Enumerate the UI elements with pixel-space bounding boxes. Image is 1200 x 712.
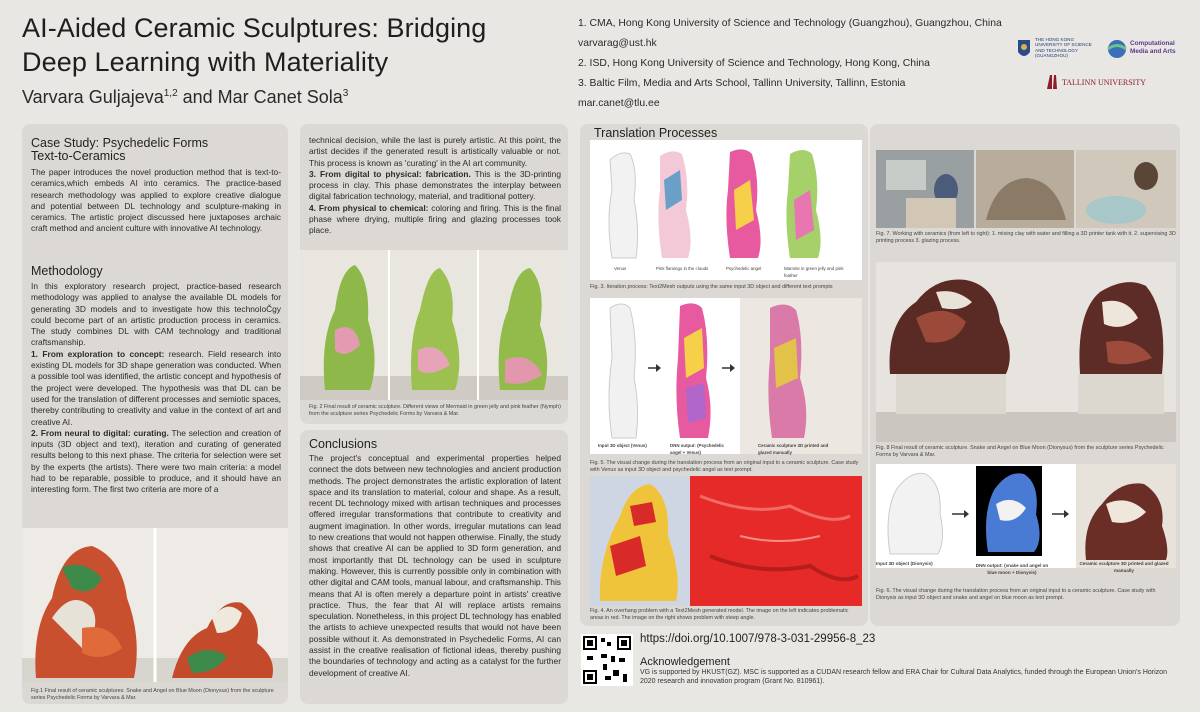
qr-code[interactable] — [581, 634, 633, 686]
translation-title: Translation Processes — [594, 126, 718, 140]
author-1-affil: 1,2 — [163, 88, 178, 99]
doi-link[interactable]: https://doi.org/10.1007/978-3-031-29956-8_23 — [640, 633, 876, 645]
fig6-label-dnn: DNN output: (snake and angel on blue moon + Dionysis) — [975, 563, 1049, 575]
affiliation-1: 1. CMA, Hong Kong University of Science and Technology (Guangzhou), Guangzhou, China — [578, 18, 1002, 29]
fig3-label-angel: Psychedelic angel — [726, 266, 762, 271]
case-study-text: The paper introduces the novel production method that is text-to-ceramics,which embeds AI into ceramics. The practice-based research methodology was applied to explore creative dialogue and potential between DL technology and sculpture-making in ceramics. The artistic project discussed here juxtaposes archaic craft method and ancient culture with innovative AI technology. — [31, 167, 281, 234]
fig6-label-ceramic: Ceramic sculpture 3D printed and glazed manually — [1079, 561, 1169, 573]
fig5-label-input: Input 3D object (Venus) — [598, 443, 647, 448]
affiliation-email-3: mar.canet@tlu.ee — [578, 98, 660, 109]
fig8-dionysus-image — [876, 262, 1176, 442]
affiliation-email-1: varvarag@ust.hk — [578, 38, 657, 49]
fig1-photo — [22, 528, 288, 682]
fig3-label-marmite: Marmite in green jelly and pink feather — [784, 266, 844, 278]
fig8-photo — [876, 262, 1176, 442]
methodology-cont-text: technical decision, while the last is purely artistic. At this point, the artist decides if the generated result is artistically valuable or not. This process is known as 'curating' in the AI art community. 3. From digital to physical: fabrication. This is the 3D-printing process in clay. This phase demonstrates the interplay between digital fabrication technology, material, and traditional pottery. 4. From physical to chemical: coloring and firing. This is the final phase where drying, multiple firing and glazing processes took place. — [309, 135, 561, 236]
fig7-photos — [876, 150, 1176, 228]
qr-code-icon — [581, 634, 633, 686]
fig3-label-venus: Venus — [614, 266, 627, 271]
fig6-label-row — [876, 560, 1176, 584]
fig6-label-input: Input 3D object (Dionysis) — [876, 561, 933, 566]
conclusions-title: Conclusions — [309, 437, 378, 451]
affiliations — [578, 14, 1002, 114]
fig6-translation — [876, 464, 1176, 568]
case-study-title: Case Study: Psychedelic Forms Text-to-Ceramics — [31, 136, 209, 163]
hkust-crest-icon — [1016, 38, 1032, 62]
fig1-sculptures-image — [22, 528, 288, 682]
fig2-mermaid-image — [300, 250, 568, 400]
fig4-overhang-image — [590, 476, 862, 606]
authors — [22, 87, 348, 108]
fig5-label-dnn: DNN output: (Psychedelic angel + Venus) — [670, 443, 724, 455]
fig3-label-row — [590, 265, 862, 278]
methodology-title: Methodology — [31, 264, 103, 278]
acknowledgement-text: VG is supported by HKUST(GZ). MSC is supported as a CUDAN research fellow and ERA Chair for Cultural Data Analytics, funded through the European Union's Horizon 2020 research and innovation program (Grant No. 810961). — [640, 669, 1167, 685]
author-2: and Mar Canet Sola — [177, 87, 343, 107]
author-1: Varvara Guljajeva — [22, 87, 164, 107]
poster-title-line1: AI-Aided Ceramic Sculptures: Bridging — [22, 13, 487, 43]
fig5-caption: Fig. 5. The visual change during the translation process from an original input to a ceramic sculpture. Case study with Venus as input 3D object and psychedelic angel as text prompt. — [590, 460, 859, 473]
tlu-logo: TALLINN UNIVERSITY — [1046, 74, 1156, 92]
poster-title-line2: Deep Learning with Materiality — [22, 47, 389, 77]
fig6-dionysis-translation-image — [876, 464, 1176, 568]
fig2-photo — [300, 250, 568, 400]
fig6-caption: Fig. 6. The visual change during the translation process from an original input to a ceramic sculpture. Case study with Dionysis as input 3D object and snake and angel on blue moon as text prompt. — [876, 588, 1156, 601]
fig5-translation — [590, 298, 862, 454]
fig3-iterations — [590, 140, 862, 280]
fig7-workshop-image — [876, 150, 1176, 228]
fig2-caption: Fig. 2 Final result of ceramic sculpture. Different views of Mermaid in green jelly and pink feather (Nymph) from the sculpture series Psychedelic Forms by Varvara & Mar. — [309, 404, 561, 417]
fig5-venus-translation-image — [590, 298, 862, 454]
methodology-text: In this exploratory research project, practice-based research methodology was applied to analyse the available DL models for generating 3D models and to investigate how this technoloČgy could become part of an artistic production process in ceramics. The study combines DL with CAM technology and traditional craftsmanship. 1. From exploration to concept: research. Field research into existing DL models for 3D shape generation was conducted. When a possible tool was identified, the artistic concept and hypothesis of the project were developed. The hypothesis was that DL can be used for the translation of different processes and semiotic spaces, thereby contributing to creativity and value in the context of art and creative AI. 2. From neural to digital: curating. The selection and creation of inputs (3D object and text), iteration and curating of generated results belong to this next phase. The criteria for selection were set by the experts (the artists). There were two main criteria: a model had to be reparable, possible to produce, and it should have an interesting form. The first two criteria are more of a — [31, 281, 281, 495]
affiliation-3: 3. Baltic Film, Media and Arts School, Tallinn University, Tallinn, Estonia — [578, 78, 906, 89]
hkust-logo: THE HONG KONG UNIVERSITY OF SCIENCE AND TECHNOLOGY (GUANGZHOU) — [1016, 36, 1102, 66]
fig4-caption: Fig. 4. An overhang problem with a Text2Mesh generated model. The image on the left indicates problematic areas in red. The image on the right shows problem with steep angle. — [590, 608, 849, 621]
fig3-label-flamingo: Pink flamingo in the clouds — [656, 266, 709, 271]
fig3-venus-meshes-image — [590, 140, 862, 280]
cma-logo: Computational Media and Arts — [1106, 38, 1192, 62]
fig4-overhang — [590, 476, 862, 606]
author-2-affil: 3 — [342, 88, 349, 99]
fig5-label-row — [590, 442, 862, 458]
fig5-label-ceramic: Ceramic sculpture 3D printed and glazed manually — [758, 443, 829, 455]
cma-globe-icon — [1106, 38, 1128, 60]
conclusions-text: The project's conceptual and experimental properties helped connect the dots between new technologies and ancient production methods. The project demonstrates the artistic exploration of latent space and its translation to material, colour and shape. As a result, recent DL technology mixed with artisan techniques and processes offered irregular transformations that contribute to creativity and augment imagination. In other words, irregular mutations can lead to new creations that would not happen otherwise. Finally, the study shows that creative AI can be applied to 3D form generation, and most importantly that DL technology can be used in sculpture making. However, this is currently possible only in combination with other digital and CAM tools, manual labour, and craftsmanship. This means that AI is often merely a departure point in artists' creative practice. Thus, the fear that AI will replace artists remains speculation. Nonetheless, in this project DL technology has enabled the artists to achieve unexpected results that would not have been possible without it. As demonstrated in Psychedelic Forms, AI can assist in the creative realisation of fictional ideas, thereby pushing the boundaries of technology and acting as a catalyst for the further development of creative AI. — [309, 453, 561, 678]
fig3-caption: Fig. 3. Iteration process: Text2Mesh outputs using the same input 3D object and different text prompts — [590, 284, 833, 290]
affiliation-2: 2. ISD, Hong Kong University of Science and Technology, Hong Kong, China — [578, 58, 930, 69]
fig8-caption: Fig. 8 Final result of ceramic sculpture. Snake and Angel on Blue Moon (Dionysus) from the sculpture series Psychedelic Forms by Varvara & Mar. — [876, 445, 1164, 458]
fig7-caption: Fig. 7. Working with ceramics (from left to right): 1. mixing clay with water and filling a 3D printer tank with it. 2. supervising 3D printing process 3. glazing process. — [876, 231, 1176, 244]
fig1-caption: Fig.1 Final result of ceramic sculptures. Snake and Angel on Blue Moon (Dionysus) from the sculpture series Psychedelic Forms by Varvara & Mar. — [31, 688, 274, 701]
acknowledgement-title: Acknowledgement — [640, 656, 730, 668]
tlu-mark-icon — [1046, 74, 1058, 90]
